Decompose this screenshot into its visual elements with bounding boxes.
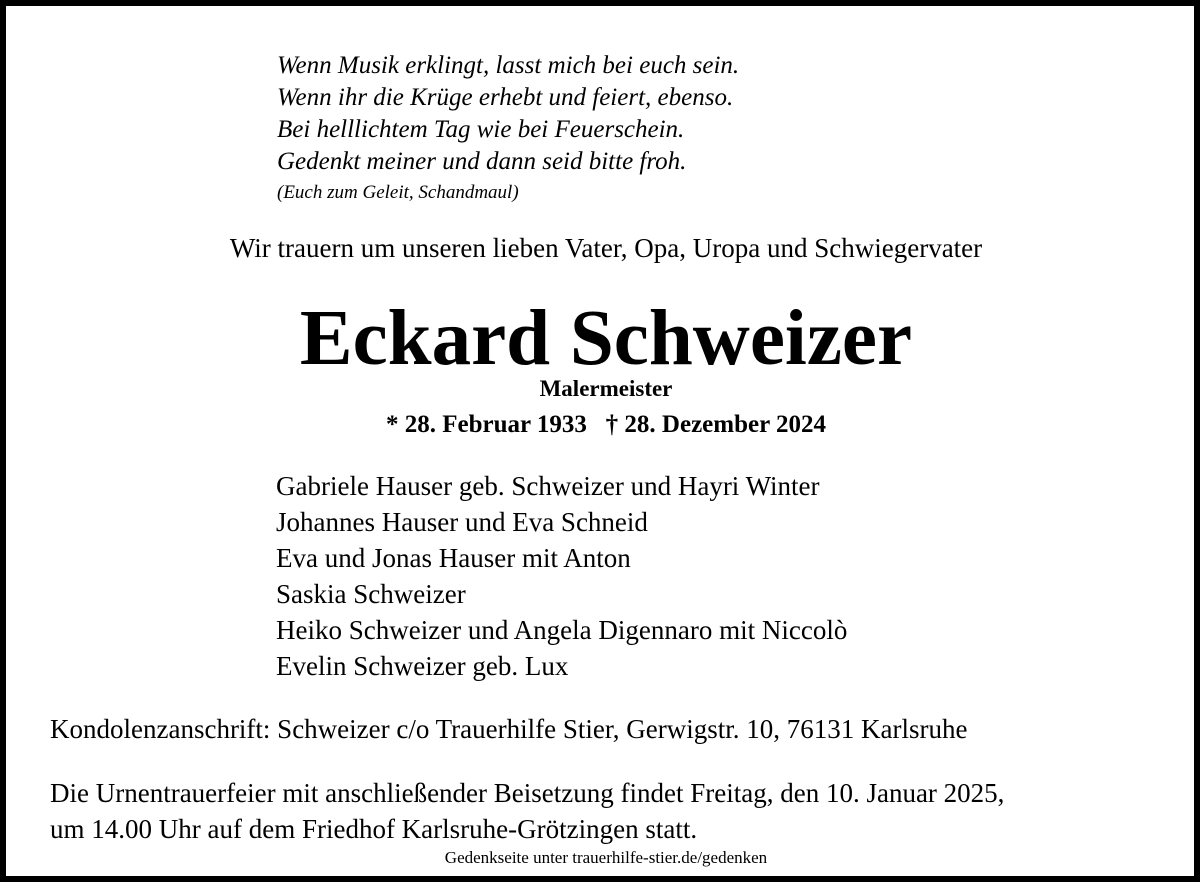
poem [277,50,739,208]
poem-source: (Euch zum Geleit, Schandmaul) [277,182,519,203]
mourner-item: Saskia Schweizer [276,579,466,609]
deceased-profession: Malermeister [539,376,673,401]
poem-line: Wenn Musik erklingt, lasst mich bei euch sein. [277,52,740,79]
deceased-name: Eckard Schweizer [299,295,913,382]
poem-line: Bei helllichtem Tag wie bei Feuerschein. [277,116,685,143]
mourner-item: Heiko Schweizer und Angela Digennaro mit Niccolò [276,615,848,645]
mourners-list [276,468,847,684]
intro-text: Wir trauern um unseren lieben Vater, Opa, Uropa und Schwiegervater [229,233,983,263]
memorial-website: Gedenkseite unter trauerhilfe-stier.de/gedenken [444,848,768,867]
poem-line: Gedenkt meiner und dann seid bitte froh. [277,148,687,175]
mourner-item: Eva und Jonas Hauser mit Anton [276,543,631,573]
condolence-address: Kondolenzanschrift: Schweizer c/o Trauerhilfe Stier, Gerwigstr. 10, 76131 Karlsruhe [50,714,968,744]
service-line: Die Urnentrauerfeier mit anschließender Beisetzung findet Freitag, den 10. Januar 2025, [50,778,1005,808]
mourner-item: Johannes Hauser und Eva Schneid [276,507,648,537]
mourner-item: Gabriele Hauser geb. Schweizer und Hayri Winter [276,471,820,501]
mourner-item: Evelin Schweizer geb. Lux [276,651,569,681]
service-announcement [50,775,1004,847]
life-dates: * 28. Februar 1933 † 28. Dezember 2024 [386,411,826,438]
service-line: um 14.00 Uhr auf dem Friedhof Karlsruhe-Grötzingen statt. [50,814,698,844]
poem-line: Wenn ihr die Krüge erhebt und feiert, ebenso. [277,84,734,111]
